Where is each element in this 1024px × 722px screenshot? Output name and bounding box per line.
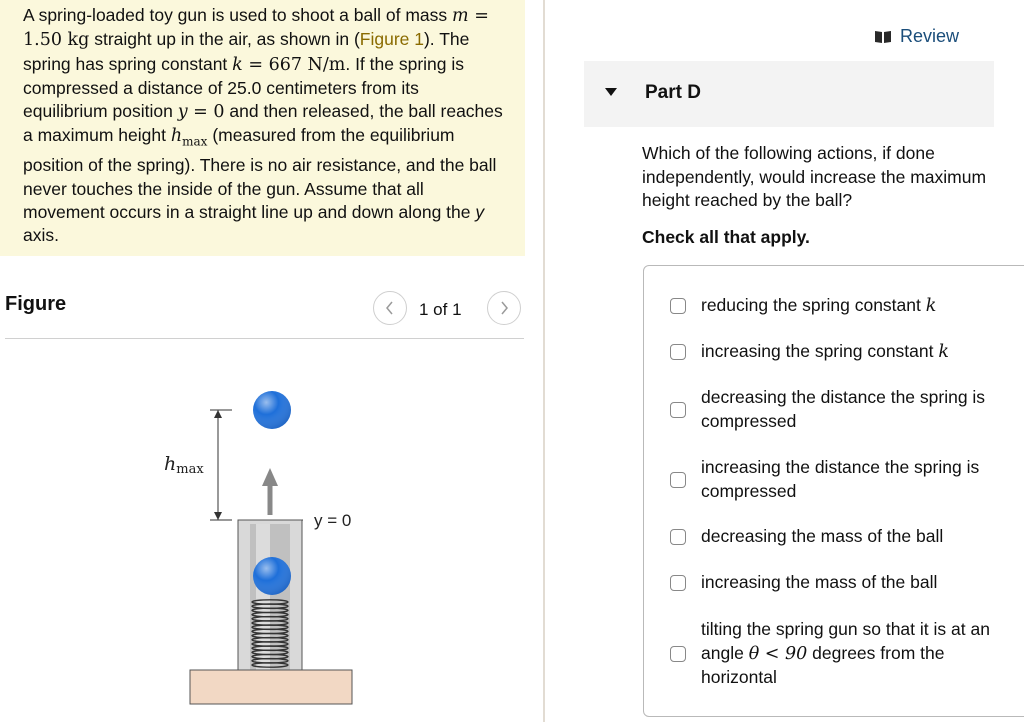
option-tilt-gun[interactable] [644,618,1014,690]
checkbox[interactable] [670,472,686,488]
checkbox[interactable] [670,575,686,591]
problem-statement [0,0,525,256]
hmax-arrow-up [214,410,222,418]
option-increase-mass[interactable] [644,571,1014,595]
review-link[interactable] [874,26,959,47]
problem-text: (measured from the equilibrium position of the spring). There is no air resistance, and the ball never touches the inside of the gun. Assume that all movement occurs in a straight line up and down along the [23,125,497,222]
problem-text: and then released, the ball reaches a maximum height [23,101,503,146]
checkbox[interactable] [670,344,686,360]
option-label: decreasing the distance the spring is compressed [701,387,986,431]
problem-text: . If the spring is compressed a distance of 25.0 centimeters from its equilibrium position [23,53,465,122]
option-label: increasing the distance the spring is compressed [701,457,980,501]
problem-text: ). The spring has spring constant [23,29,470,74]
book-icon [874,30,892,44]
next-figure-button[interactable] [487,291,521,325]
option-decrease-compression[interactable] [644,386,1014,434]
question-text: Which of the following actions, if done independently, would increase the maximum height reached by the ball? [642,143,987,210]
checkbox[interactable] [670,646,686,662]
gun-tube-highlight [256,524,270,670]
ball-in-gun-shading [253,557,291,595]
option-increase-k[interactable] [644,340,1014,364]
option-label: increasing the mass of the ball [701,572,938,592]
options-list [643,265,1024,717]
figure-link[interactable]: Figure 1 [359,29,424,50]
prev-figure-button[interactable] [373,291,407,325]
checkbox[interactable] [670,298,686,314]
option-increase-compression[interactable] [644,456,1014,504]
y0-label: y = 0 [314,511,352,530]
figure-header [0,280,525,340]
option-reduce-k[interactable] [644,294,1014,318]
problem-text: straight up in the air, as shown in ( [94,29,360,50]
gun-base [190,670,352,704]
mass-equation: m = 1.50 kg [23,6,489,51]
instruction-text: Check all that apply. [642,227,810,247]
panel-divider [543,0,545,722]
option-label: increasing the spring constant k [701,341,949,362]
review-label: Review [900,26,960,46]
part-header[interactable] [584,61,994,127]
figure-title: Figure [5,293,67,315]
problem-text: axis. [23,225,59,246]
hmax-arrow-down [214,512,222,520]
option-label: reducing the spring constant k [701,295,937,316]
launch-arrow-head [262,468,278,486]
y-axis-variable: y [475,201,485,222]
option-decrease-mass[interactable] [644,525,1014,549]
option-label: tilting the spring gun so that it is at an angle θ < 90 degrees from the horizontal [701,619,990,687]
ball-top-shading [253,391,291,429]
part-title: Part D [645,82,701,103]
equilibrium-equation: y = 0 [177,102,225,123]
problem-text: A spring-loaded toy gun is used to shoot a ball of mass [23,5,448,25]
caret-down-icon[interactable] [604,87,618,97]
spring-constant-equation: k = 667 N/m [232,54,346,75]
checkbox[interactable] [670,402,686,418]
chevron-right-icon [498,301,510,315]
hmax-label: hmax [164,453,204,477]
hmax-symbol: $h_{max}$ [170,126,208,149]
chevron-left-icon [384,301,396,315]
divider [5,338,524,339]
spring-gun-figure [150,390,410,710]
checkbox[interactable] [670,529,686,545]
figure-counter: 1 of 1 [419,300,462,319]
option-label: decreasing the mass of the ball [701,526,944,546]
